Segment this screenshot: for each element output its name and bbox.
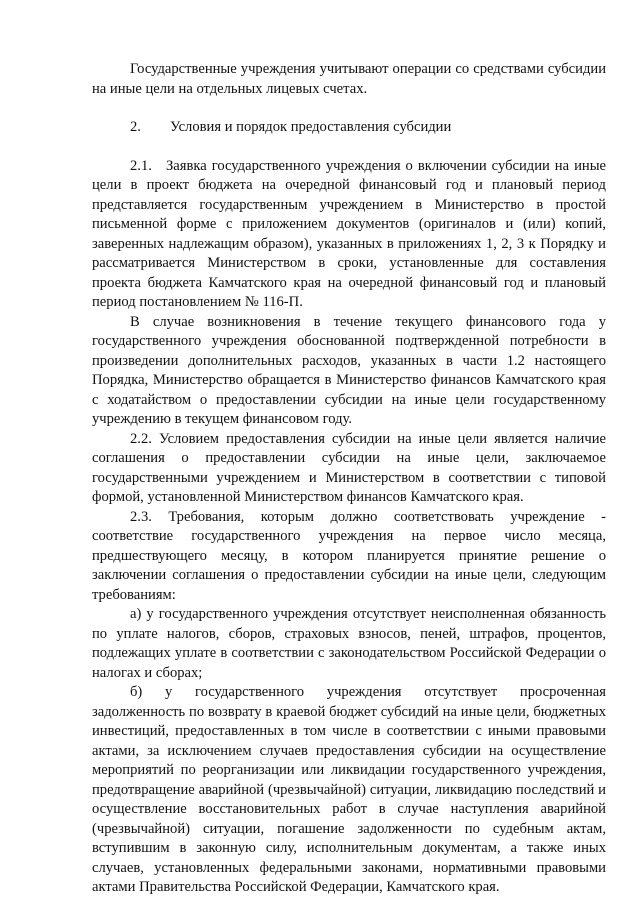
clause-2-1-text: Заявка государственного учреждения о включении субсидии на иные цели в проект бюджета на очередной финансовый год и плановый период представляется государственным учреждением в Министерство в простой письменной форме с приложением документов (оригиналов и (или) копий, заверенных надлежащим образом), указанных в приложениях 1, 2, 3 к Порядку и рассматривается Министерством в сроки, установленные для составления проекта бюджета Камчатского края на очередной финансовый год и плановый период постановлением № 116-П. bbox=[92, 157, 606, 310]
document-page bbox=[92, 60, 606, 898]
item-a: а) у государственного учреждения отсутствует неисполненная обязанность по уплате налогов, сборов, страховых взносов, пеней, штрафов, процентов, подлежащих уплате в соответствии с законодательством Российской Федерации о налогах и сборах; bbox=[92, 606, 606, 681]
section-heading bbox=[92, 118, 606, 138]
clause-2-2: 2.2. Условием предоставления субсидии на иные цели является наличие соглашения о предоставлении субсидии на иные цели, заключаемое государственными учреждением и Министерством в соответствии с типовой формой, установленной Министерством финансов Камчатского края. bbox=[92, 430, 606, 505]
section-number: 2. bbox=[130, 119, 141, 135]
section-title: Условия и порядок предоставления субсидии bbox=[170, 119, 452, 135]
clause-2-3: 2.3. Требования, которым должно соответствовать учреждение - соответствие государственного учреждения на первое число месяца, предшествующего месяцу, в котором планируется принятие решение о заключении соглашения о предоставлении субсидии на иные цели, следующим требованиям: bbox=[92, 508, 606, 603]
clause-2-1 bbox=[92, 157, 606, 313]
item-b: б) у государственного учреждения отсутствует просроченная задолженность по возврату в краевой бюджет субсидий на иные цели, бюджетных инвестиций, предоставленных в том числе в соответствии с иными правовыми актами, за исключением случаев предоставления субсидии на осуществление мероприятий по реорганизации или ликвидации государственного учреждения, предотвращение аварийной (чрезвычайной) ситуации, ликвидацию последствий и осуществление восстановительных работ в случае наступления аварийной (чрезвычайной) ситуации, погашение задолженности по судебным актам, вступившим в законную силу, исполнительным документам, а также иных случаев, установленных федеральными законами, нормативными правовыми актами Правительства Российской Федерации, Камчатского края. bbox=[92, 684, 606, 895]
intro-paragraph: Государственные учреждения учитывают операции со средствами субсидии на иные цели на отдельных лицевых счетах. bbox=[92, 61, 606, 97]
clause-2-1-number: 2.1. bbox=[130, 157, 152, 174]
clause-2-1-continuation: В случае возникновения в течение текущего финансового года у государственного учреждения обоснованной подтвержденной потребности в произведении дополнительных расходов, указанных в части 1.2 настоящего Порядка, Министерство обращается в Министерство финансов Камчатского края с ходатайством о предоставлении субсидии на иные цели государственному учреждению в текущем финансовом году. bbox=[92, 313, 606, 427]
